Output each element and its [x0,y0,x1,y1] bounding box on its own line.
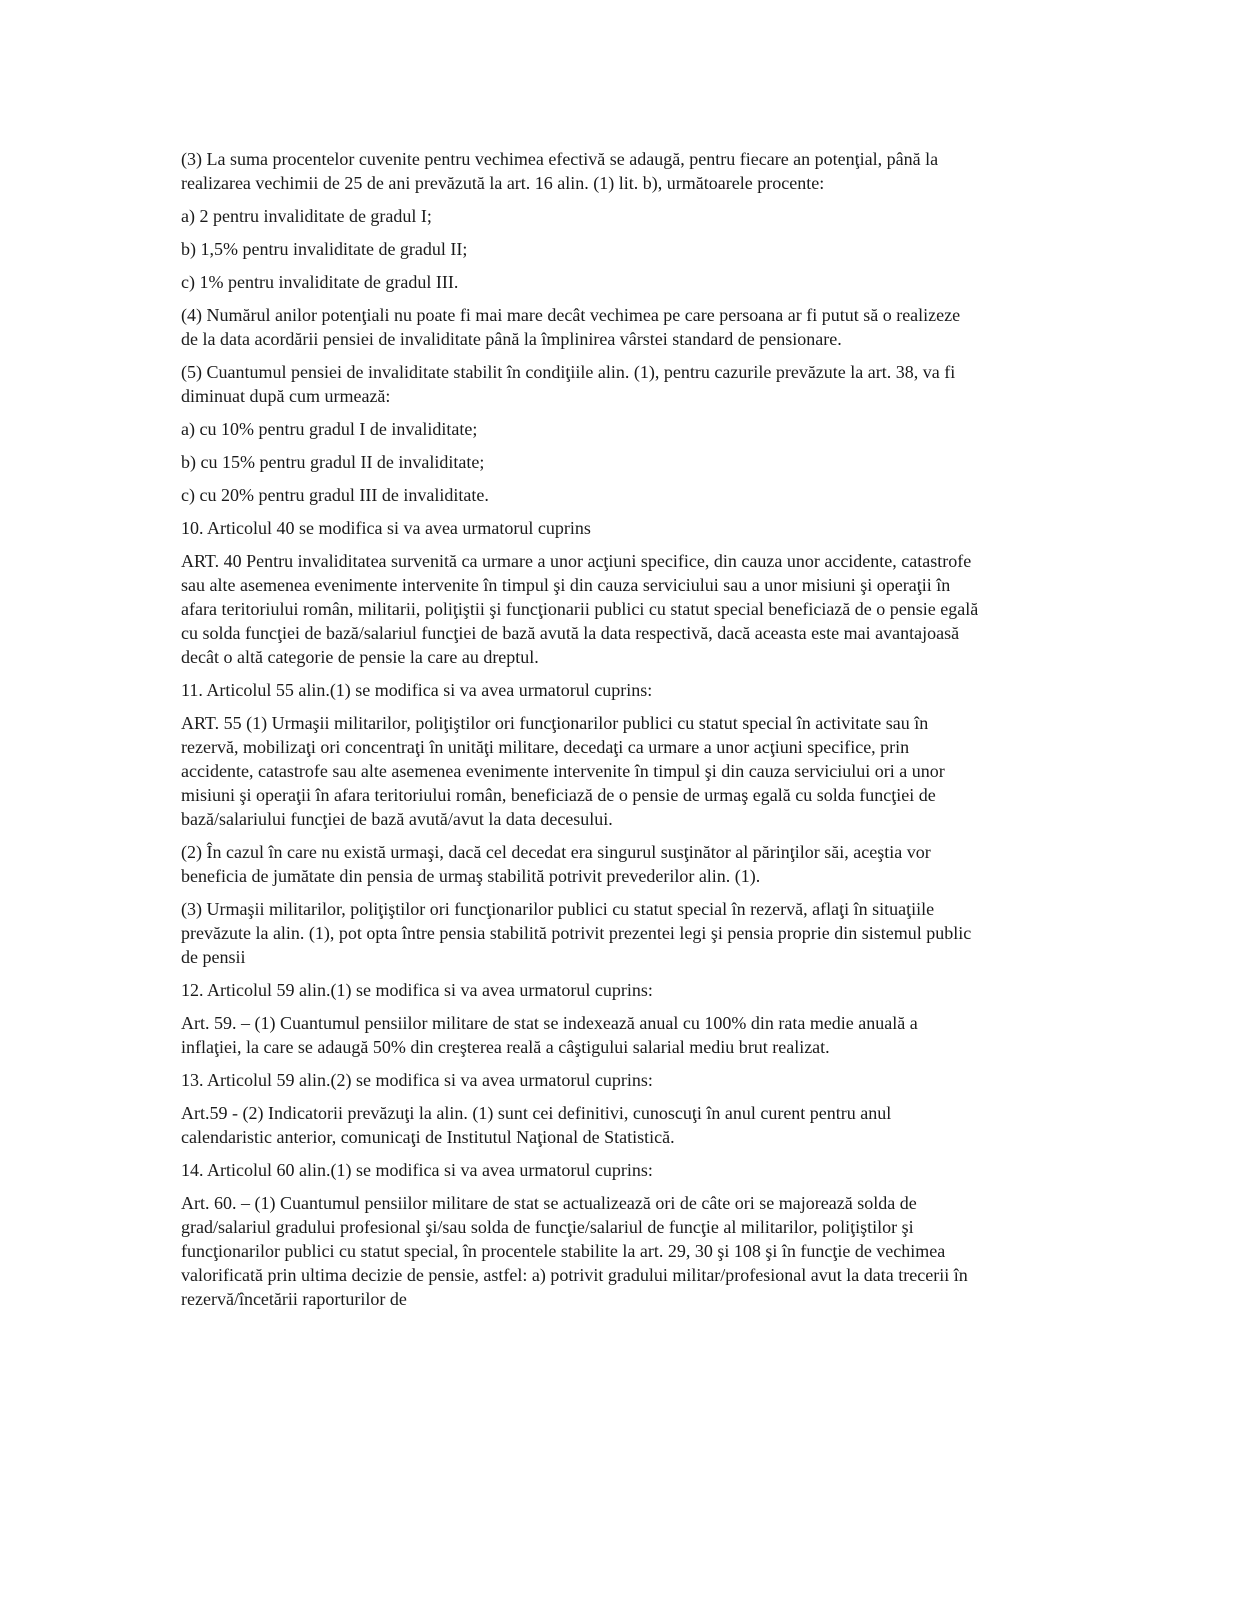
list-item-c: c) 1% pentru invaliditate de gradul III. [181,272,459,292]
paragraph-art-alin-3: (3) La suma procentelor cuvenite pentru vechimea efectivă se adaugă, pentru fiecare an potenţial, până la realizarea vechimii de 25 de ani prevăzută la art. 16 alin. (1) lit. b), următoarele procente: [181,149,939,193]
article-55-alin-3-text: (3) Urmaşii militarilor, poliţiştilor ori funcţionarilor publici cu statut special în rezervă, aflaţi în situaţiile prevăzute la alin. (1), pot opta între pensia stabilită potrivit prezentei legi şi pensia proprie din sistemul public de pensii [181,899,972,967]
article-55-alin-1-text: ART. 55 (1) Urmaşii militarilor, poliţiştilor ori funcţionarilor publici cu statut special în activitate sau în rezervă, mobilizaţi ori concentraţi în unităţi militare, decedaţi ca urmare a unor acţiuni specifice, prin accidente, catastrofe sau alte asemenea evenimente intervenite în timpul şi din cauza serviciului ori a unor misiuni şi operaţii în afara teritoriului român, beneficiază de o pensie de urmaş egală cu solda funcţiei de bază/salariului funcţiei de bază avută/avut la data decesului. [181,713,945,829]
article-59-alin-2-text: Art.59 - (2) Indicatorii prevăzuţi la alin. (1) sunt cei definitivi, cunoscuţi în anul curent pentru anul calendaristic anterior, comunicaţi de Institutul Naţional de Statistică. [181,1103,892,1147]
article-60-alin-1-text: Art. 60. – (1) Cuantumul pensiilor militare de stat se actualizează ori de câte ori se majorează solda de grad/salariul gradului profesional şi/sau solda de funcţie/salariul de funcţie al militarilor, poliţiştilor şi funcţionarilor publici cu statut special, în procentele stabilite la art. 29, 30 şi 108 şi în funcţie de vechimea valorificată prin ultima decizie de pensie, astfel: a) potrivit gradului militar/profesional avut la data trecerii în rezervă/încetării raporturilor de [181,1193,968,1309]
amendment-heading-14: 14. Articolul 60 alin.(1) se modifica si va avea urmatorul cuprins: [181,1160,653,1180]
list-item-a: a) 2 pentru invaliditate de gradul I; [181,206,432,226]
amendment-heading-10: 10. Articolul 40 se modifica si va avea urmatorul cuprins [181,518,591,538]
document-body [181,147,981,1320]
article-55-alin-2-text: (2) În cazul în care nu există urmaşi, dacă cel decedat era singurul susţinător al părinţilor săi, aceştia vor beneficia de jumătate din pensia de urmaş stabilită potrivit prevederilor alin. (1). [181,842,931,886]
amendment-heading-11: 11. Articolul 55 alin.(1) se modifica si va avea urmatorul cuprins: [181,680,653,700]
paragraph-alin-4: (4) Numărul anilor potenţiali nu poate fi mai mare decât vechimea pe care persoana ar fi putut să o realizeze de la data acordării pensiei de invaliditate până la împlinirea vârstei standard de pensionare. [181,305,961,349]
paragraph-alin-5: (5) Cuantumul pensiei de invaliditate stabilit în condiţiile alin. (1), pentru cazurile prevăzute la art. 38, va fi diminuat după cum urmează: [181,362,956,406]
amendment-heading-12: 12. Articolul 59 alin.(1) se modifica si va avea urmatorul cuprins: [181,980,653,1000]
list-item-b: b) cu 15% pentru gradul II de invaliditate; [181,452,485,472]
amendment-heading-13: 13. Articolul 59 alin.(2) se modifica si va avea urmatorul cuprins: [181,1070,653,1090]
article-40-text: ART. 40 Pentru invaliditatea survenită ca urmare a unor acţiuni specifice, din cauza unor accidente, catastrofe sau alte asemenea evenimente intervenite în timpul şi din cauza serviciului sau a unor misiuni şi operaţii în afara teritoriului român, militarii, poliţiştii şi funcţionarii publici cu statut special beneficiază de o pensie egală cu solda funcţiei de bază/salariul funcţiei de bază avută la data respectivă, dacă aceasta este mai avantajoasă decât o altă categorie de pensie la care au dreptul. [181,551,979,667]
list-item-c: c) cu 20% pentru gradul III de invaliditate. [181,485,489,505]
article-59-alin-1-text: Art. 59. – (1) Cuantumul pensiilor militare de stat se indexează anual cu 100% din rata medie anuală a inflaţiei, la care se adaugă 50% din creşterea reală a câştigului salarial mediu brut realizat. [181,1013,918,1057]
list-item-b: b) 1,5% pentru invaliditate de gradul II; [181,239,468,259]
list-item-a: a) cu 10% pentru gradul I de invaliditate; [181,419,478,439]
